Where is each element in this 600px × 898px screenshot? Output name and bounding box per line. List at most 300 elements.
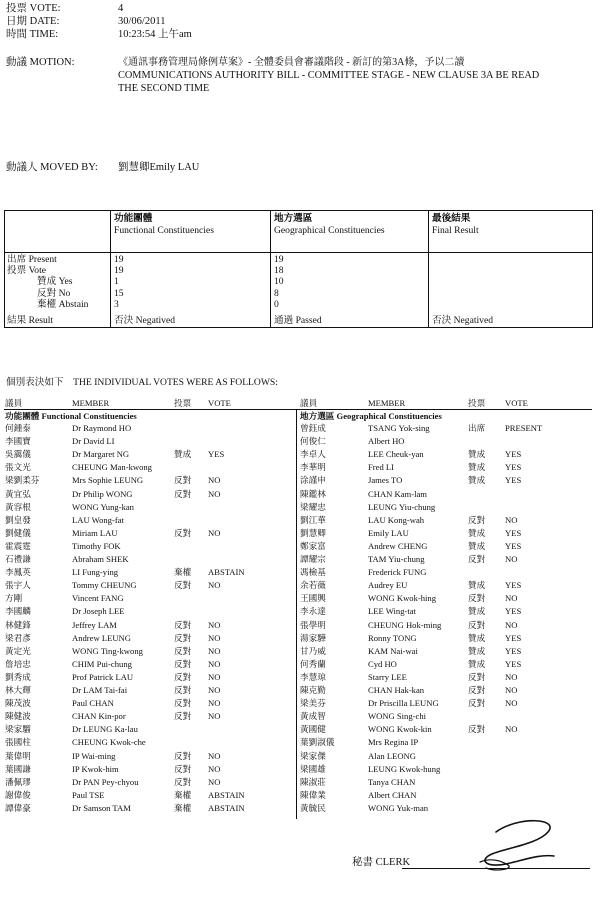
left-member-row — [0, 592, 290, 605]
member-name-zh: 李國寶 — [5, 436, 31, 447]
member-name-zh: 鄭家富 — [300, 540, 326, 551]
member-name-zh: 何鍾泰 — [5, 423, 31, 433]
vote-en: YES — [505, 658, 522, 669]
vote-en: PRESENT — [505, 423, 543, 433]
member-name-en: LEE Wing-tat — [368, 606, 416, 617]
member-name-en: Fred LI — [368, 462, 395, 473]
vote-en: NO — [505, 593, 518, 604]
geographical-abstain: 0 — [274, 299, 279, 310]
member-name-en: WONG Sing-chi — [368, 711, 426, 722]
member-name-en: Dr Priscilla LEUNG — [368, 698, 439, 709]
member-name-zh: 劉皇發 — [5, 514, 31, 525]
vote-zh: 反對 — [174, 645, 192, 656]
member-name-zh: 涂謹申 — [300, 475, 326, 486]
member-name-en: Dr Joseph LEE — [72, 606, 125, 617]
member-name-en: Dr PAN Pey-chyou — [72, 776, 139, 787]
vote-zh: 棄權 — [174, 789, 192, 800]
vote-zh: 反對 — [468, 619, 486, 630]
member-name-zh: 方剛 — [5, 593, 23, 604]
member-name-en: TAM Yiu-chung — [368, 554, 425, 564]
member-name-zh: 梁君彥 — [5, 632, 31, 643]
vote-zh: 贊成 — [468, 462, 486, 473]
left-member-row — [0, 789, 290, 802]
time-label: 時間 TIME: — [6, 29, 59, 40]
member-name-en: Dr Raymond HO — [72, 423, 132, 433]
left-member-row — [0, 658, 290, 671]
right-member-row — [295, 422, 585, 435]
right-member-row — [295, 448, 585, 461]
member-name-zh: 黃定光 — [5, 645, 31, 656]
vote-en: YES — [505, 645, 522, 656]
left-header-vote-en: VOTE — [208, 398, 231, 408]
vote-en: NO — [208, 527, 221, 538]
member-name-en: Tanya CHAN — [368, 776, 416, 787]
vote-en: NO — [208, 580, 221, 591]
member-name-en: Dr Samson TAM — [72, 802, 131, 813]
left-member-row — [0, 527, 290, 540]
left-member-row — [0, 619, 290, 632]
vote-zh: 反對 — [174, 580, 192, 591]
member-name-zh: 梁美芬 — [300, 698, 326, 709]
vote-en: NO — [208, 698, 221, 709]
clerk-label: 秘書 CLERK — [352, 857, 411, 868]
row-label-abstain: 棄權 Abstain — [37, 299, 89, 310]
member-name-zh: 譚耀宗 — [300, 554, 326, 564]
member-name-zh: 馮檢基 — [300, 567, 326, 578]
member-name-en: LEE Cheuk-yan — [368, 449, 424, 460]
member-name-en: LEUNG Kwok-hung — [368, 763, 441, 774]
vote-zh: 贊成 — [174, 449, 192, 460]
right-header-member-en: MEMBER — [368, 398, 406, 408]
vote-en: NO — [208, 488, 221, 499]
right-section-title: 地方選區 Geographical Constituencies — [300, 411, 442, 421]
vote-zh: 贊成 — [468, 527, 486, 538]
member-name-zh: 梁家傑 — [300, 750, 326, 761]
col-final-zh: 最後結果 — [432, 213, 471, 224]
vote-zh: 反對 — [174, 711, 192, 722]
vote-number-label: 投票 VOTE: — [6, 3, 61, 14]
vote-en: NO — [505, 514, 518, 525]
vote-zh: 反對 — [174, 632, 192, 643]
member-name-zh: 劉秀成 — [5, 671, 31, 682]
individual-votes-intro: 個別表決如下 THE INDIVIDUAL VOTES WERE AS FOLLOWS: — [6, 377, 278, 388]
member-name-en: Miriam LAU — [72, 527, 118, 538]
member-name-zh: 黃容根 — [5, 501, 31, 512]
right-header-vote-en: VOTE — [505, 398, 528, 408]
member-name-en: Paul TSE — [72, 789, 105, 800]
functional-vote: 19 — [114, 265, 124, 276]
right-member-row — [295, 632, 585, 645]
member-name-zh: 陳健波 — [5, 711, 31, 722]
vote-en: NO — [505, 698, 518, 709]
left-header-vote-zh: 投票 — [174, 398, 192, 408]
geographical-no: 8 — [274, 288, 279, 299]
member-name-en: LAU Kong-wah — [368, 514, 425, 525]
vote-zh: 贊成 — [468, 645, 486, 656]
right-member-row — [295, 566, 585, 579]
geographical-result: 通過 Passed — [274, 315, 322, 326]
member-name-en: Audrey EU — [368, 580, 408, 591]
left-member-row — [0, 435, 290, 448]
vote-en: NO — [505, 554, 518, 564]
time-value: 10:23:54 上午am — [118, 29, 192, 40]
right-header-member-zh: 議員 — [300, 398, 318, 408]
member-name-en: Emily LAU — [368, 527, 409, 538]
motion-line-en-2: THE SECOND TIME — [118, 83, 210, 94]
member-name-zh: 黃國健 — [300, 724, 326, 735]
row-label-yes: 贊成 Yes — [37, 276, 73, 287]
vote-en: YES — [505, 475, 522, 486]
left-member-row — [0, 671, 290, 684]
vote-number-value: 4 — [118, 3, 124, 14]
vote-en: ABSTAIN — [208, 802, 245, 813]
vote-en: YES — [505, 540, 522, 551]
member-name-zh: 霍震霆 — [5, 540, 31, 551]
vote-zh: 反對 — [468, 724, 486, 735]
geographical-present: 19 — [274, 254, 284, 265]
vote-zh: 反對 — [174, 685, 192, 695]
member-name-en: WONG Yung-kan — [72, 501, 134, 512]
geographical-yes: 10 — [274, 276, 284, 287]
vote-en: YES — [505, 462, 522, 473]
right-member-row — [295, 435, 585, 448]
row-label-result: 結果 Result — [7, 315, 54, 326]
left-member-row — [0, 723, 290, 736]
member-name-en: Albert HO — [368, 436, 405, 447]
mover-name: 劉慧卿Emily LAU — [118, 162, 200, 173]
member-name-zh: 謝偉俊 — [5, 789, 31, 800]
motion-label: 動議 MOTION: — [6, 57, 75, 68]
left-header-member-zh: 議員 — [5, 398, 23, 408]
left-member-row — [0, 736, 290, 749]
vote-zh: 贊成 — [468, 580, 486, 591]
left-member-row — [0, 697, 290, 710]
member-name-en: Prof Patrick LAU — [72, 671, 134, 682]
member-name-zh: 李慧琼 — [300, 671, 326, 682]
member-name-zh: 葉國謙 — [5, 763, 31, 774]
vote-zh: 反對 — [468, 554, 486, 564]
member-name-en: IP Kwok-him — [72, 763, 119, 774]
functional-abstain: 3 — [114, 299, 119, 310]
member-name-zh: 張學明 — [300, 619, 326, 630]
vote-en: NO — [208, 671, 221, 682]
vote-en: NO — [505, 724, 518, 735]
member-name-zh: 譚偉豪 — [5, 802, 31, 813]
right-member-row — [295, 658, 585, 671]
geographical-vote: 18 — [274, 265, 284, 276]
vote-en: NO — [208, 763, 221, 774]
left-member-row — [0, 540, 290, 553]
right-member-row — [295, 488, 585, 501]
member-name-en: CHAN Kin-por — [72, 711, 126, 722]
left-member-row — [0, 684, 290, 697]
right-member-row — [295, 514, 585, 527]
member-name-en: LAU Wong-fat — [72, 514, 124, 525]
vote-zh: 贊成 — [468, 606, 486, 617]
member-name-en: WONG Kwok-kin — [368, 724, 432, 735]
left-member-row — [0, 763, 290, 776]
member-name-zh: 張國柱 — [5, 737, 31, 748]
vote-en: ABSTAIN — [208, 567, 245, 578]
left-member-row — [0, 488, 290, 501]
vote-en: YES — [505, 449, 522, 460]
motion-line-en-1: COMMUNICATIONS AUTHORITY BILL - COMMITTEE STAGE - NEW CLAUSE 3A BE READ — [118, 70, 540, 81]
member-name-zh: 潘佩璆 — [5, 776, 31, 787]
right-member-row — [295, 605, 585, 618]
member-name-zh: 陳偉業 — [300, 789, 326, 800]
left-member-row — [0, 750, 290, 763]
member-name-zh: 劉慧卿 — [300, 527, 326, 538]
right-member-row — [295, 645, 585, 658]
left-member-row — [0, 645, 290, 658]
vote-en: NO — [208, 711, 221, 722]
member-name-en: Paul CHAN — [72, 698, 114, 709]
right-member-row — [295, 776, 585, 789]
vote-en: NO — [208, 632, 221, 643]
member-name-en: IP Wai-ming — [72, 750, 116, 761]
vote-zh: 棄權 — [174, 567, 192, 578]
votes-top-rule — [4, 409, 592, 410]
vote-zh: 贊成 — [468, 475, 486, 486]
functional-result: 否決 Negatived — [114, 315, 176, 326]
left-member-row — [0, 566, 290, 579]
vote-zh: 反對 — [174, 619, 192, 630]
col-final-en: Final Result — [432, 225, 479, 236]
member-name-zh: 李鳳英 — [5, 567, 31, 578]
vote-zh: 反對 — [174, 750, 192, 761]
right-member-row — [295, 527, 585, 540]
member-name-en: Starry LEE — [368, 671, 407, 682]
right-member-row — [295, 619, 585, 632]
member-name-zh: 何俊仁 — [300, 436, 326, 447]
vote-zh: 反對 — [174, 475, 192, 486]
member-name-en: James TO — [368, 475, 403, 486]
col-geographical-en: Geographical Constituencies — [274, 225, 385, 236]
vote-zh: 棄權 — [174, 802, 192, 813]
vote-en: NO — [208, 475, 221, 486]
member-name-en: CHAN Hak-kan — [368, 685, 425, 695]
member-name-en: CHEUNG Hok-ming — [368, 619, 442, 630]
vote-en: NO — [208, 658, 221, 669]
member-name-en: Vincent FANG — [72, 593, 124, 604]
right-member-row — [295, 684, 585, 697]
member-name-zh: 葉劉淑儀 — [300, 737, 335, 748]
vote-en: NO — [208, 750, 221, 761]
member-name-en: LI Fung-ying — [72, 567, 119, 578]
member-name-en: Andrew CHENG — [368, 540, 428, 551]
summary-table — [4, 210, 593, 328]
member-name-en: Cyd HO — [368, 658, 397, 669]
member-name-zh: 張宇人 — [5, 580, 31, 591]
member-name-zh: 陳克勤 — [300, 685, 326, 695]
member-name-zh: 梁劉柔芬 — [5, 475, 40, 486]
member-name-zh: 林大輝 — [5, 685, 31, 695]
right-member-row — [295, 750, 585, 763]
vote-zh: 反對 — [468, 698, 486, 709]
left-member-row — [0, 802, 290, 815]
right-member-row — [295, 710, 585, 723]
vote-zh: 贊成 — [468, 449, 486, 460]
vote-en: NO — [208, 776, 221, 787]
col-geographical-zh: 地方選區 — [274, 213, 313, 224]
left-member-row — [0, 422, 290, 435]
vote-zh: 反對 — [174, 698, 192, 709]
member-name-zh: 吳靄儀 — [5, 449, 31, 460]
right-member-row — [295, 592, 585, 605]
member-name-en: Timothy FOK — [72, 540, 121, 551]
left-member-row — [0, 776, 290, 789]
member-name-zh: 湯家驊 — [300, 632, 326, 643]
left-member-row — [0, 632, 290, 645]
vote-en: YES — [505, 527, 522, 538]
mover-label: 動議人 MOVED BY: — [6, 162, 98, 173]
member-name-zh: 梁國雄 — [300, 763, 326, 774]
member-name-en: Albert CHAN — [368, 789, 417, 800]
date-label: 日期 DATE: — [6, 16, 60, 27]
member-name-zh: 石禮謙 — [5, 554, 31, 564]
member-name-zh: 黃宜弘 — [5, 488, 31, 499]
member-name-zh: 余若薇 — [300, 580, 326, 591]
right-member-row — [295, 736, 585, 749]
left-member-row — [0, 514, 290, 527]
member-name-zh: 葉偉明 — [5, 750, 31, 761]
vote-zh: 反對 — [174, 527, 192, 538]
member-name-zh: 黃毓民 — [300, 802, 326, 813]
vote-zh: 反對 — [174, 671, 192, 682]
vote-zh: 反對 — [468, 685, 486, 695]
left-member-row — [0, 553, 290, 566]
vote-zh: 反對 — [174, 776, 192, 787]
left-member-row — [0, 448, 290, 461]
right-member-row — [295, 474, 585, 487]
member-name-zh: 劉江華 — [300, 514, 326, 525]
vote-en: YES — [505, 606, 522, 617]
right-member-row — [295, 671, 585, 684]
final-result: 否決 Negatived — [432, 315, 494, 326]
vote-zh: 贊成 — [468, 658, 486, 669]
member-name-en: Dr Margaret NG — [72, 449, 130, 460]
right-member-row — [295, 553, 585, 566]
member-name-zh: 甘乃威 — [300, 645, 326, 656]
left-member-row — [0, 501, 290, 514]
vote-en: ABSTAIN — [208, 789, 245, 800]
member-name-en: KAM Nai-wai — [368, 645, 418, 656]
vote-zh: 贊成 — [468, 632, 486, 643]
left-member-row — [0, 461, 290, 474]
member-name-zh: 黃成智 — [300, 711, 326, 722]
row-label-vote: 投票 Vote — [7, 265, 46, 276]
vote-zh: 贊成 — [468, 540, 486, 551]
vote-en: YES — [505, 580, 522, 591]
left-header-member-en: MEMBER — [72, 398, 110, 408]
member-name-en: Abraham SHEK — [72, 554, 129, 564]
vote-en: YES — [208, 449, 225, 460]
right-member-row — [295, 501, 585, 514]
member-name-zh: 張文光 — [5, 462, 31, 473]
member-name-en: Frederick FUNG — [368, 567, 427, 578]
member-name-en: LEUNG Yiu-chung — [368, 501, 436, 512]
member-name-zh: 陳鑑林 — [300, 488, 326, 499]
member-name-zh: 李永達 — [300, 606, 326, 617]
member-name-zh: 何秀蘭 — [300, 658, 326, 669]
member-name-en: Alan LEONG — [368, 750, 416, 761]
member-name-zh: 梁耀忠 — [300, 501, 326, 512]
member-name-zh: 陳茂波 — [5, 698, 31, 709]
member-name-en: Tommy CHEUNG — [72, 580, 137, 591]
row-label-no: 反對 No — [37, 288, 71, 299]
motion-line-zh: 《通訊事務管理局條例草案》- 全體委員會審議階段 - 新訂的第3A條，予以二讀 — [118, 57, 465, 68]
right-member-row — [295, 697, 585, 710]
member-name-en: Jeffrey LAM — [72, 619, 117, 630]
vote-en: NO — [505, 671, 518, 682]
functional-present: 19 — [114, 254, 124, 265]
member-name-zh: 林健鋒 — [5, 619, 31, 630]
vote-en: NO — [505, 619, 518, 630]
member-name-zh: 陳淑莊 — [300, 776, 326, 787]
right-member-row — [295, 540, 585, 553]
member-name-en: CHIM Pui-chung — [72, 658, 132, 669]
member-name-zh: 詹培忠 — [5, 658, 31, 669]
member-name-zh: 李華明 — [300, 462, 326, 473]
vote-en: NO — [505, 685, 518, 695]
right-member-row — [295, 461, 585, 474]
col-functional-en: Functional Constituencies — [114, 225, 214, 236]
col-functional-zh: 功能團體 — [114, 213, 153, 224]
member-name-en: CHAN Kam-lam — [368, 488, 427, 499]
member-name-en: TSANG Yok-sing — [368, 423, 430, 433]
member-name-zh: 李國麟 — [5, 606, 31, 617]
left-member-row — [0, 710, 290, 723]
right-member-row — [295, 763, 585, 776]
vote-zh: 反對 — [174, 763, 192, 774]
left-section-title: 功能團體 Functional Constituencies — [5, 411, 137, 421]
left-member-row — [0, 474, 290, 487]
member-name-zh: 梁家騮 — [5, 724, 31, 735]
functional-yes: 1 — [114, 276, 119, 287]
vote-zh: 反對 — [174, 658, 192, 669]
member-name-zh: 曾鈺成 — [300, 423, 326, 433]
vote-zh: 反對 — [468, 593, 486, 604]
vote-zh: 反對 — [174, 488, 192, 499]
vote-en: NO — [208, 685, 221, 695]
member-name-en: CHEUNG Kwok-che — [72, 737, 146, 748]
row-label-present: 出席 Present — [7, 254, 57, 265]
member-name-zh: 王國興 — [300, 593, 326, 604]
left-member-row — [0, 605, 290, 618]
member-name-en: Dr Philip WONG — [72, 488, 133, 499]
vote-zh: 反對 — [468, 514, 486, 525]
date-value: 30/06/2011 — [118, 16, 166, 27]
member-name-en: Dr LEUNG Ka-lau — [72, 724, 138, 735]
right-member-row — [295, 789, 585, 802]
left-member-row — [0, 579, 290, 592]
right-member-row — [295, 579, 585, 592]
member-name-zh: 劉健儀 — [5, 527, 31, 538]
member-name-en: Dr David LI — [72, 436, 115, 447]
vote-en: NO — [208, 645, 221, 656]
member-name-en: WONG Kwok-hing — [368, 593, 437, 604]
member-name-en: CHEUNG Man-kwong — [72, 462, 152, 473]
member-name-en: Mrs Regina IP — [368, 737, 419, 748]
member-name-en: Andrew LEUNG — [72, 632, 131, 643]
member-name-en: Dr LAM Tai-fai — [72, 685, 128, 695]
vote-en: NO — [208, 619, 221, 630]
functional-no: 15 — [114, 288, 124, 299]
member-name-en: WONG Ting-kwong — [72, 645, 143, 656]
vote-en: YES — [505, 632, 522, 643]
member-name-en: Mrs Sophie LEUNG — [72, 475, 144, 486]
clerk-signature — [456, 810, 566, 876]
